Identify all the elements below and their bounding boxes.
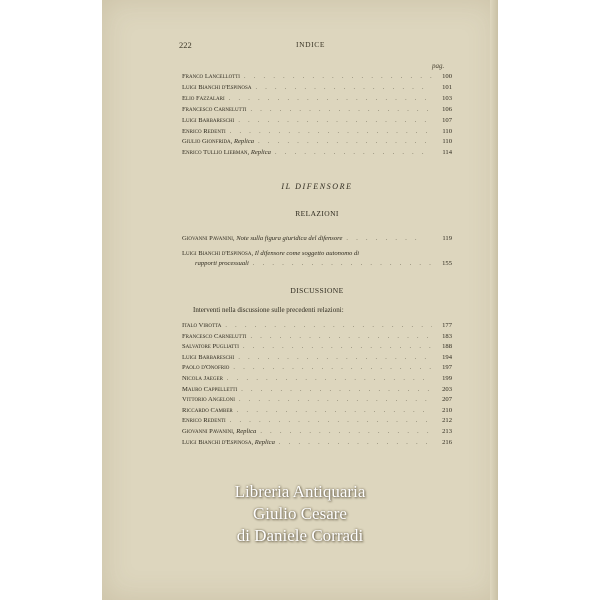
- author-name: Francesco Carnelutti: [182, 105, 247, 113]
- running-head: INDICE: [296, 40, 326, 49]
- index-entry: [182, 364, 452, 375]
- leader-dots: [241, 387, 432, 393]
- leader-dots: [239, 397, 432, 403]
- page-ref: 199: [442, 375, 452, 382]
- relazione-entry: Luigi Bianchi d'Espinosa, Il difensore come soggetto autonomo di: [182, 250, 360, 257]
- author-name: Salvatore Pugliatti: [182, 343, 239, 351]
- index-entry: [182, 407, 452, 418]
- page-ref: 114: [442, 149, 452, 157]
- watermark-line: Libreria Antiquaria: [234, 482, 366, 501]
- author-name: Riccardo Camber: [182, 406, 233, 414]
- index-entry: Luigi Bianchi d'Espinosa , Replica . . . 216: [182, 439, 452, 450]
- page-ref: 177: [442, 322, 452, 329]
- pag-label: pag.: [432, 62, 445, 70]
- author-name: Nicola Jaeger: [182, 375, 223, 382]
- author-name: Giovanni Pavanini: [182, 235, 233, 242]
- author-name: Luigi Barbareschi: [182, 353, 235, 361]
- leader-dots: [279, 440, 432, 446]
- index-entry: [182, 417, 452, 428]
- index-entry: [182, 84, 452, 95]
- entry-note: Replica: [236, 428, 257, 435]
- index-entry: [182, 333, 452, 344]
- leader-dots: [225, 323, 432, 329]
- index-entry: Enrico Tullio Liebman , Replica . . . 114: [182, 149, 452, 160]
- page-ref: 155: [442, 260, 452, 267]
- author-name: Luigi Bianchi d'Espinosa: [182, 438, 252, 446]
- author-name: Luigi Bianchi d'Espinosa: [182, 250, 252, 257]
- book-page: [102, 0, 498, 600]
- relazione-title-cont: rapporti processuali: [195, 260, 249, 267]
- page-ref: 101: [442, 83, 452, 91]
- page-ref: 110: [442, 138, 452, 146]
- leader-dots: [250, 107, 432, 113]
- index-entry: [182, 73, 452, 84]
- page-ref: 207: [442, 396, 452, 404]
- index-entry: Giovanni Pavanini , Replica . . . 213: [182, 428, 452, 439]
- author-name: Giulio Gionfrida: [182, 138, 231, 146]
- leader-dots: . . . . . . . .: [346, 236, 420, 242]
- index-entry: [182, 322, 452, 333]
- index-entry: [182, 354, 452, 365]
- leader-dots: [230, 418, 432, 424]
- leader-dots: [230, 129, 432, 135]
- leader-dots: [229, 96, 432, 102]
- author-name: Luigi Barbareschi: [182, 116, 235, 124]
- leader-dots: [260, 429, 432, 435]
- index-entry: [182, 106, 452, 117]
- author-name: Paolo d'Onofrio: [182, 364, 230, 372]
- page-number: 222: [179, 40, 192, 50]
- page-ref: 107: [442, 116, 452, 124]
- page-ref: 210: [442, 406, 452, 414]
- author-name: Enrico Redenti: [182, 417, 226, 425]
- page-ref: 216: [442, 438, 452, 446]
- page-ref: 119: [442, 235, 452, 242]
- page-ref: 103: [442, 94, 452, 102]
- entry-note: Replica: [233, 138, 255, 146]
- author-name: Enrico Tullio Liebman: [182, 149, 248, 157]
- discussione-heading: DISCUSSIONE: [290, 286, 344, 295]
- page-ref: 183: [442, 332, 452, 340]
- leader-dots: [237, 408, 432, 414]
- author-name: Enrico Redenti: [182, 127, 226, 135]
- index-entry: [182, 386, 452, 397]
- page-ref: 213: [442, 428, 452, 435]
- leader-dots: [250, 334, 432, 340]
- watermark-line: di Daniele Corradi: [236, 526, 364, 545]
- section-title: IL DIFENSORE: [281, 182, 353, 191]
- relazione-title: Il difensore come soggetto autonomo di: [254, 250, 360, 257]
- entry-note: Replica: [250, 149, 271, 157]
- author-name: Franco Lancellotti: [182, 73, 240, 80]
- discussione-intro: Interventi nella discussione sulle precedenti relazioni:: [193, 306, 344, 314]
- leader-dots: [275, 150, 432, 156]
- leader-dots: [255, 85, 432, 91]
- relazione-title: Note sulla figura giuridica del difensore: [236, 235, 343, 242]
- leader-dots: [258, 139, 432, 145]
- author-name: Italo Virotta: [182, 322, 222, 329]
- page-ref: 188: [442, 343, 452, 351]
- leader-dots: [244, 74, 432, 80]
- leader-dots: [243, 344, 432, 350]
- author-name: Vittorio Angeloni: [182, 396, 235, 404]
- leader-dots: [233, 365, 432, 371]
- leader-dots: [238, 118, 432, 124]
- author-name: Mauro Cappelletti: [182, 385, 238, 393]
- leader-dots: [238, 355, 432, 361]
- page-ref: 110: [442, 127, 452, 135]
- author-name: Giovanni Pavanini: [182, 428, 233, 435]
- index-entry: [182, 396, 452, 407]
- index-entry: [182, 117, 452, 128]
- page-ref: 197: [442, 364, 452, 372]
- index-entry: [182, 128, 452, 139]
- index-entry: [182, 375, 452, 386]
- watermark-line: Giulio Cesare: [253, 504, 347, 523]
- index-entry: Giulio Gionfrida , Replica . . . 110: [182, 138, 452, 149]
- entry-note: Replica: [254, 438, 275, 446]
- relazione-entry: Giovanni Pavanini , Note sulla figura giuridica del difensore . . . . . . . . 119: [182, 235, 452, 242]
- page-ref: 194: [442, 353, 452, 361]
- leader-dots: [253, 261, 432, 267]
- author-name: Elio Fazzalari: [182, 94, 225, 102]
- index-entry: [182, 343, 452, 354]
- page-ref: 106: [442, 105, 452, 113]
- author-name: Francesco Carnelutti: [182, 332, 247, 340]
- leader-dots: [227, 376, 432, 382]
- index-entry: [182, 95, 452, 106]
- page-ref: 212: [442, 417, 452, 425]
- page-ref: 100: [442, 73, 452, 80]
- relazione-entry-continued: [195, 260, 452, 267]
- page-ref: 203: [442, 385, 452, 393]
- relazioni-heading: RELAZIONI: [295, 209, 339, 218]
- author-name: Luigi Bianchi d'Espinosa: [182, 83, 252, 91]
